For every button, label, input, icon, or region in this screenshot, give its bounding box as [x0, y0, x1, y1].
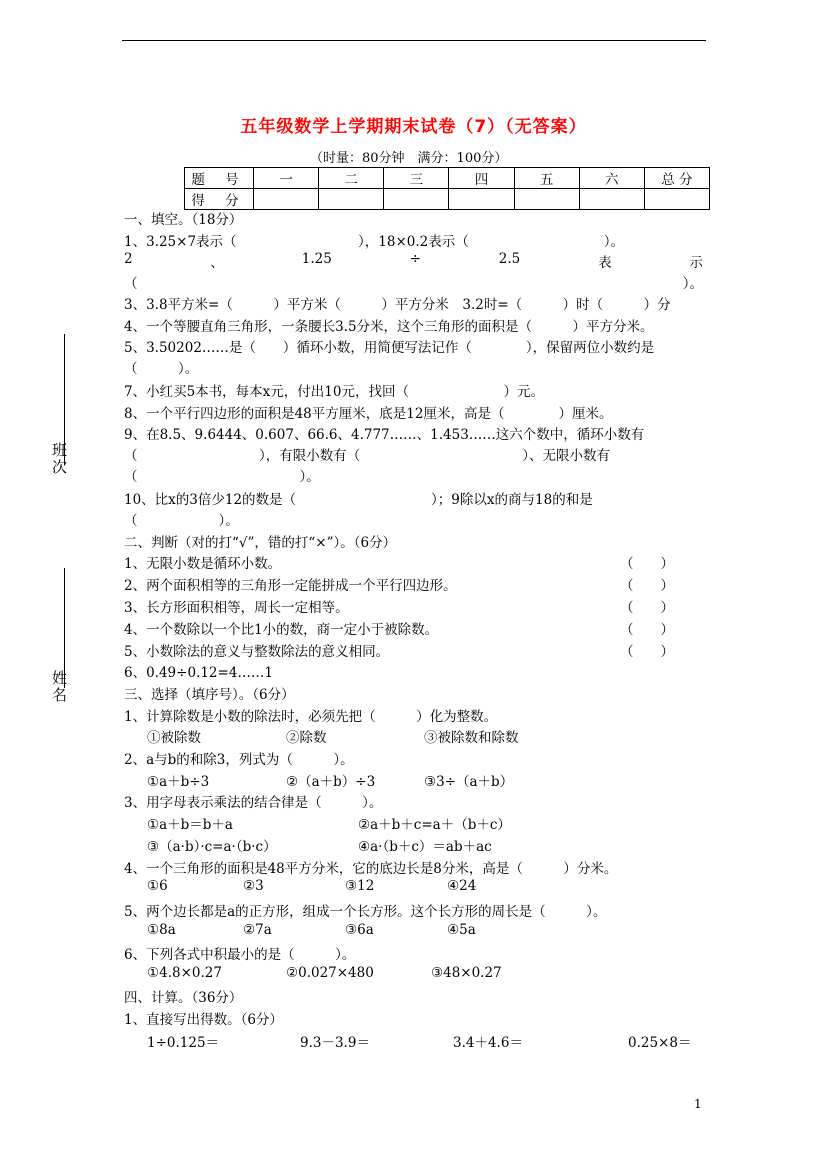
score-table-cell: 五: [514, 168, 579, 189]
option-item: ②0.027×480: [286, 965, 374, 981]
question-line: 9、在8.5、9.6444、0.607、66.6、4.777……、1.453……这六个数中，循环小数有: [124, 427, 645, 443]
question-fragment: 2.5: [498, 251, 521, 267]
option-item: 9.3－3.9＝: [300, 1035, 370, 1051]
header-rule: [122, 40, 706, 41]
name-label: 姓 名: [52, 669, 68, 704]
question-fragment: （: [124, 276, 138, 292]
question-fragment: 2: [124, 251, 133, 267]
question-line: （ ）。: [124, 513, 239, 529]
question-fragment: 示: [689, 255, 703, 271]
question-line: 2、两个面积相等的三角形一定能拼成一个平行四边形。: [124, 578, 457, 594]
question-line: 1、计算除数是小数的除法时，必须先把（ ）化为整数。: [124, 709, 498, 725]
judgement-answer-box[interactable]: （ ）: [620, 578, 674, 594]
score-input-cell[interactable]: [579, 189, 644, 210]
question-line: 4、一个等腰直角三角形，一条腰长3.5分米，这个三角形的面积是（ ）平方分米。: [124, 319, 654, 335]
score-input-cell[interactable]: [254, 189, 319, 210]
question-line: 3、3.8平方米=（ ）平方米（ ）平方分米 3.2时=（ ）时（ ）分: [124, 297, 671, 313]
judgement-answer-box[interactable]: （ ）: [620, 600, 674, 616]
judgement-answer-box[interactable]: （ ）: [620, 622, 674, 638]
option-item: ②3: [243, 878, 264, 894]
question-line: 4、一个三角形的面积是48平方分米，它的底边长是8分米，高是（ ）分米。: [124, 861, 618, 877]
score-input-cell[interactable]: [514, 189, 579, 210]
judgement-answer-box[interactable]: （ ）: [620, 644, 674, 660]
question-line: 3、用字母表示乘法的结合律是（ ）。: [124, 795, 383, 811]
question-line: 5、小数除法的意义与整数除法的意义相同。: [124, 644, 390, 660]
score-table-cell: 三: [384, 168, 449, 189]
question-line: 3、长方形面积相等，周长一定相等。: [124, 600, 349, 616]
score-table-cell: 二: [319, 168, 384, 189]
option-item: ①6: [147, 878, 168, 894]
score-input-cell[interactable]: [644, 189, 709, 210]
option-item: ②7a: [243, 922, 272, 938]
question-line: 四、计算。（36分）: [124, 990, 243, 1006]
question-line: 一、填空。（18分）: [124, 212, 243, 228]
question-fragment: 表: [598, 255, 612, 271]
option-item: ①a＋b÷3: [147, 774, 210, 790]
question-fragment: 1.25: [301, 251, 332, 267]
option-item: ①a＋b＝b＋a: [147, 817, 233, 833]
question-line: 6、下列各式中积最小的是（ ）。: [124, 947, 356, 963]
exam-info: （时量：80分钟 满分：100分）: [310, 151, 508, 166]
score-table-header-row: [185, 168, 710, 189]
option-item: ④24: [447, 878, 477, 894]
score-table-cell: 题 号: [185, 168, 254, 189]
score-table-cell: 四: [449, 168, 514, 189]
question-line: 4、一个数除以一个比1小的数，商一定小于被除数。: [124, 622, 439, 638]
option-item: ①8a: [147, 922, 176, 938]
question-fragment: ÷: [409, 251, 421, 267]
score-table-cell: 六: [579, 168, 644, 189]
score-input-cell[interactable]: [449, 189, 514, 210]
option-item: ②除数: [286, 730, 327, 746]
question-line: 2、a与b的和除3，列式为（ ）。: [124, 752, 354, 768]
question-line: [124, 272, 703, 292]
option-item: ③被除数和除数: [424, 730, 519, 746]
question-line: （ ）。: [124, 361, 199, 377]
question-line: 5、3.50202……是（ ）循环小数，用简便写法记作（ ），保留两位小数约是: [124, 340, 655, 356]
class-label: 班 次: [52, 441, 68, 476]
option-item: 1÷0.125＝: [147, 1035, 220, 1051]
question-line: 5、两个边长都是a的正方形，组成一个长方形。这个长方形的周长是（ ）。: [124, 904, 607, 920]
score-table-cell: 得 分: [185, 189, 254, 210]
option-item: ①4.8×0.27: [147, 965, 222, 981]
question-line: 8、一个平行四边形的面积是48平方厘米，底是12厘米，高是（ ）厘米。: [124, 406, 613, 422]
question-line: 1、直接写出得数。（6分）: [124, 1012, 283, 1028]
question-line: 1、3.25×7表示（ ），18×0.2表示（ ）。: [124, 234, 625, 250]
page-number: 1: [694, 1097, 702, 1111]
question-line: 10、比x的3倍少12的数是（ ）；9除以x的商与18的和是: [124, 492, 593, 508]
option-item: ③3÷（a＋b）: [424, 774, 514, 790]
score-table: [184, 167, 710, 210]
score-input-cell[interactable]: [319, 189, 384, 210]
option-item: ③（a·b）·c=a·（b·c）: [147, 839, 277, 855]
score-table-cell: 总 分: [644, 168, 709, 189]
question-line: 二、判断（对的打“√”，错的打“×”）。（6分）: [124, 535, 397, 551]
question-line: 1、无限小数是循环小数。: [124, 556, 282, 572]
page-title: 五年级数学上学期期末试卷（7）（无答案）: [240, 117, 587, 137]
question-line: （ ）。: [124, 469, 320, 485]
question-line: 7、小红买5本书，每本x元，付出10元，找回（ ）元。: [124, 384, 544, 400]
option-item: ②a＋b＋c=a＋（b＋c）: [358, 817, 511, 833]
score-input-cell[interactable]: [384, 189, 449, 210]
option-item: ②（a＋b）÷3: [286, 774, 376, 790]
question-line: 三、选择（填序号）。（6分）: [124, 687, 295, 703]
option-item: ④5a: [447, 922, 476, 938]
option-item: ③48×0.27: [431, 965, 502, 981]
question-line: 6、0.49÷0.12=4……1: [124, 665, 274, 681]
question-line: （ ），有限小数有（ ）、无限小数有: [124, 448, 610, 464]
option-item: 3.4＋4.6＝: [453, 1035, 523, 1051]
option-item: ④a·（b＋c）＝ab＋ac: [358, 839, 492, 855]
option-item: 0.25×8＝: [628, 1035, 692, 1051]
question-line: [124, 251, 703, 271]
score-table-cell: 一: [254, 168, 319, 189]
option-item: ③6a: [345, 922, 374, 938]
option-item: ③12: [345, 878, 375, 894]
judgement-answer-box[interactable]: （ ）: [620, 556, 674, 572]
question-fragment: ）。: [682, 276, 703, 292]
option-item: ①被除数: [147, 730, 201, 746]
score-table-score-row: [185, 189, 710, 210]
question-fragment: 、: [210, 255, 224, 271]
